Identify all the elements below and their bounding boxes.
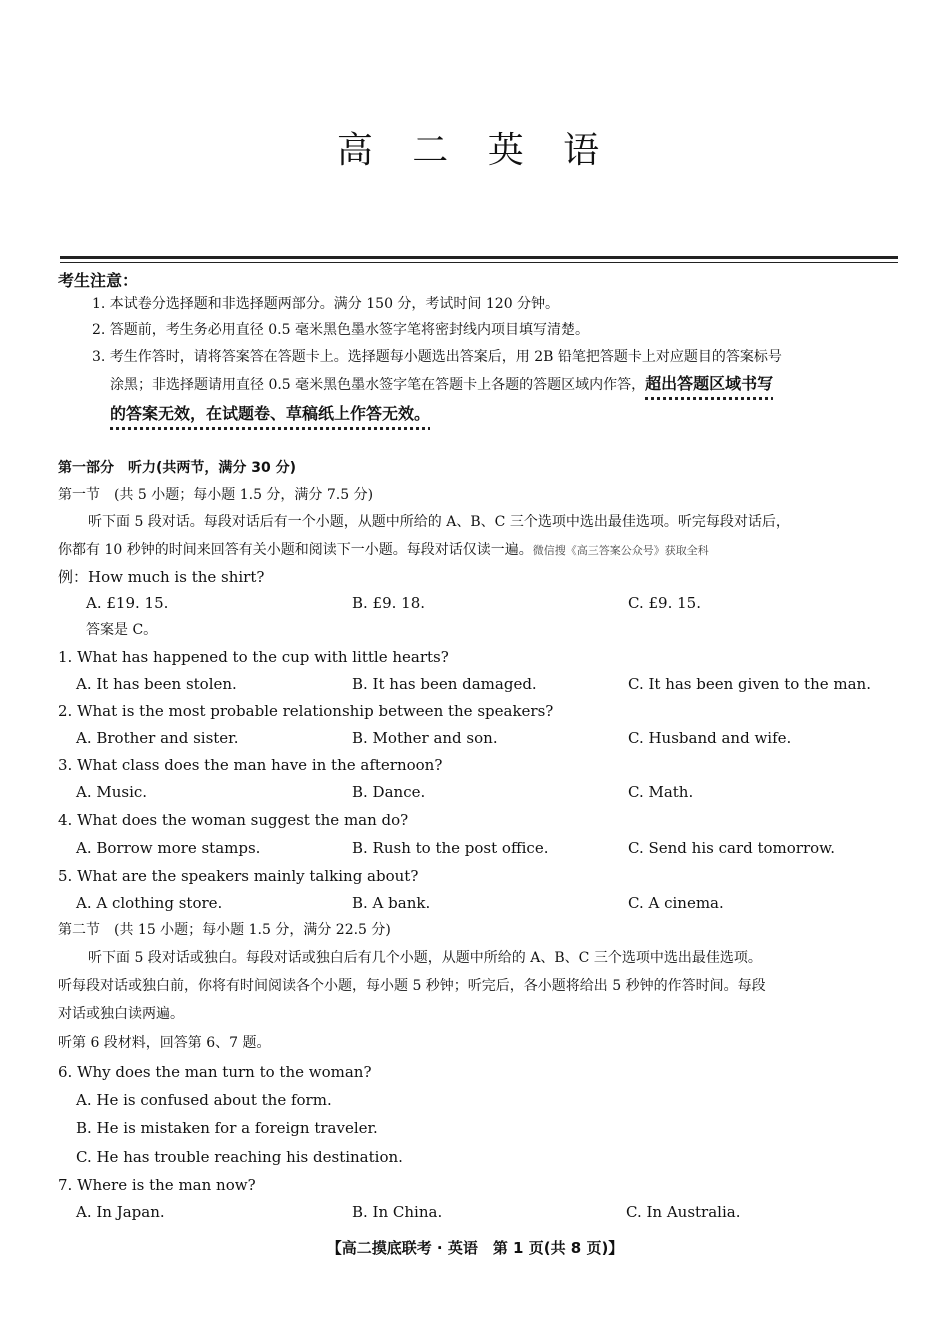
example-question: 例：How much is the shirt? — [58, 568, 265, 586]
section2-instructions-2: 听每段对话或独白前，你将有时间阅读各个小题，每小题 5 秒钟；听完后，各小题将给出 5 秒钟的作答时间。每段 — [58, 978, 766, 994]
question-6-option-a: A. He is confused about the form. — [76, 1091, 332, 1109]
example-answer: 答案是 C。 — [86, 622, 158, 638]
question-7-option-c: C. In Australia. — [626, 1203, 741, 1221]
question-2: 2. What is the most probable relationship between the speakers? — [58, 702, 554, 720]
question-3: 3. What class does the man have in the afternoon? — [58, 756, 443, 774]
question-5-option-a: A. A clothing store. — [76, 894, 223, 912]
question-1: 1. What has happened to the cup with little hearts? — [58, 648, 449, 666]
part1-heading: 第一部分 听力(共两节，满分 30 分) — [58, 460, 297, 476]
question-4: 4. What does the woman suggest the man do? — [58, 811, 409, 829]
notice-item-1: 1. 本试卷分选择题和非选择题两部分。满分 150 分，考试时间 120 分钟。 — [92, 296, 560, 312]
question-2-option-c: C. Husband and wife. — [628, 729, 792, 747]
question-3-option-c: C. Math. — [628, 783, 694, 801]
notice-item-3: 3. 考生作答时，请将答案答在答题卡上。选择题每小题选出答案后，用 2B 铅笔把答题卡上对应题目的答案标号 — [92, 349, 782, 365]
example-option-a: A. £19. 15. — [86, 594, 169, 612]
question-1-option-b: B. It has been damaged. — [352, 675, 537, 693]
notice-item-3-cont-text: 涂黑；非选择题请用直径 0.5 毫米黑色墨水签字笔在答题卡上各题的答题区域内作答， — [110, 377, 646, 393]
question-3-option-a: A. Music. — [76, 783, 148, 801]
header-divider-thick — [60, 256, 898, 259]
notice-emphasis-1: 超出答题区域书写 — [645, 374, 774, 393]
question-6-option-c: C. He has trouble reaching his destination. — [76, 1148, 403, 1166]
question-7-option-a: A. In Japan. — [76, 1203, 165, 1221]
header-divider-thin — [60, 262, 898, 263]
question-5-option-c: C. A cinema. — [628, 894, 724, 912]
question-7-option-b: B. In China. — [352, 1203, 443, 1221]
section2-heading: 第二节 (共 15 小题；每小题 1.5 分，满分 22.5 分) — [58, 922, 391, 938]
question-4-option-a: A. Borrow more stamps. — [76, 839, 261, 857]
section2-instructions-1: 听下面 5 段对话或独白。每段对话或独白后有几个小题，从题中所给的 A、B、C 三个选项中选出最佳选项。 — [88, 950, 762, 966]
question-1-option-a: A. It has been stolen. — [76, 675, 237, 693]
question-6: 6. Why does the man turn to the woman? — [58, 1063, 372, 1081]
question-7: 7. Where is the man now? — [58, 1176, 256, 1194]
section2-instructions-3: 对话或独白读两遍。 — [58, 1006, 184, 1022]
section1-heading: 第一节 (共 5 小题；每小题 1.5 分，满分 7.5 分) — [58, 487, 374, 503]
question-1-option-c: C. It has been given to the man. — [628, 675, 871, 693]
question-2-option-b: B. Mother and son. — [352, 729, 498, 747]
question-5-option-b: B. A bank. — [352, 894, 431, 912]
notice-emphasis-2: 的答案无效，在试题卷、草稿纸上作答无效。 — [110, 404, 431, 423]
section1-instructions-1: 听下面 5 段对话。每段对话后有一个小题，从题中所给的 A、B、C 三个选项中选出最佳选项。听完每段对话后， — [88, 514, 790, 530]
notice-item-2: 2. 答题前，考生务必用直径 0.5 毫米黑色墨水签字笔将密封线内项目填写清楚。 — [92, 322, 589, 338]
question-4-option-c: C. Send his card tomorrow. — [628, 839, 835, 857]
notice-item-3-cont — [110, 374, 773, 395]
page-footer: 【高二摸底联考 · 英语 第 1 页(共 8 页)】 — [326, 1239, 624, 1257]
section1-instructions-2-row — [58, 540, 709, 561]
material-6-note: 听第 6 段材料，回答第 6、7 题。 — [58, 1035, 271, 1051]
example-option-c: C. £9. 15. — [628, 594, 701, 612]
question-2-option-a: A. Brother and sister. — [76, 729, 239, 747]
example-option-b: B. £9. 18. — [352, 594, 426, 612]
question-3-option-b: B. Dance. — [352, 783, 426, 801]
question-5: 5. What are the speakers mainly talking about? — [58, 867, 419, 885]
page-title: 高 二 英 语 — [336, 130, 614, 171]
question-6-option-b: B. He is mistaken for a foreign traveler. — [76, 1119, 378, 1137]
section1-instructions-2: 你都有 10 秒钟的时间来回答有关小题和阅读下一小题。每段对话仅读一遍。 — [58, 542, 533, 558]
watermark-text: 微信搜《高三答案公众号》获取全科 — [532, 544, 709, 557]
notice-heading: 考生注意： — [58, 271, 139, 290]
question-4-option-b: B. Rush to the post office. — [352, 839, 549, 857]
